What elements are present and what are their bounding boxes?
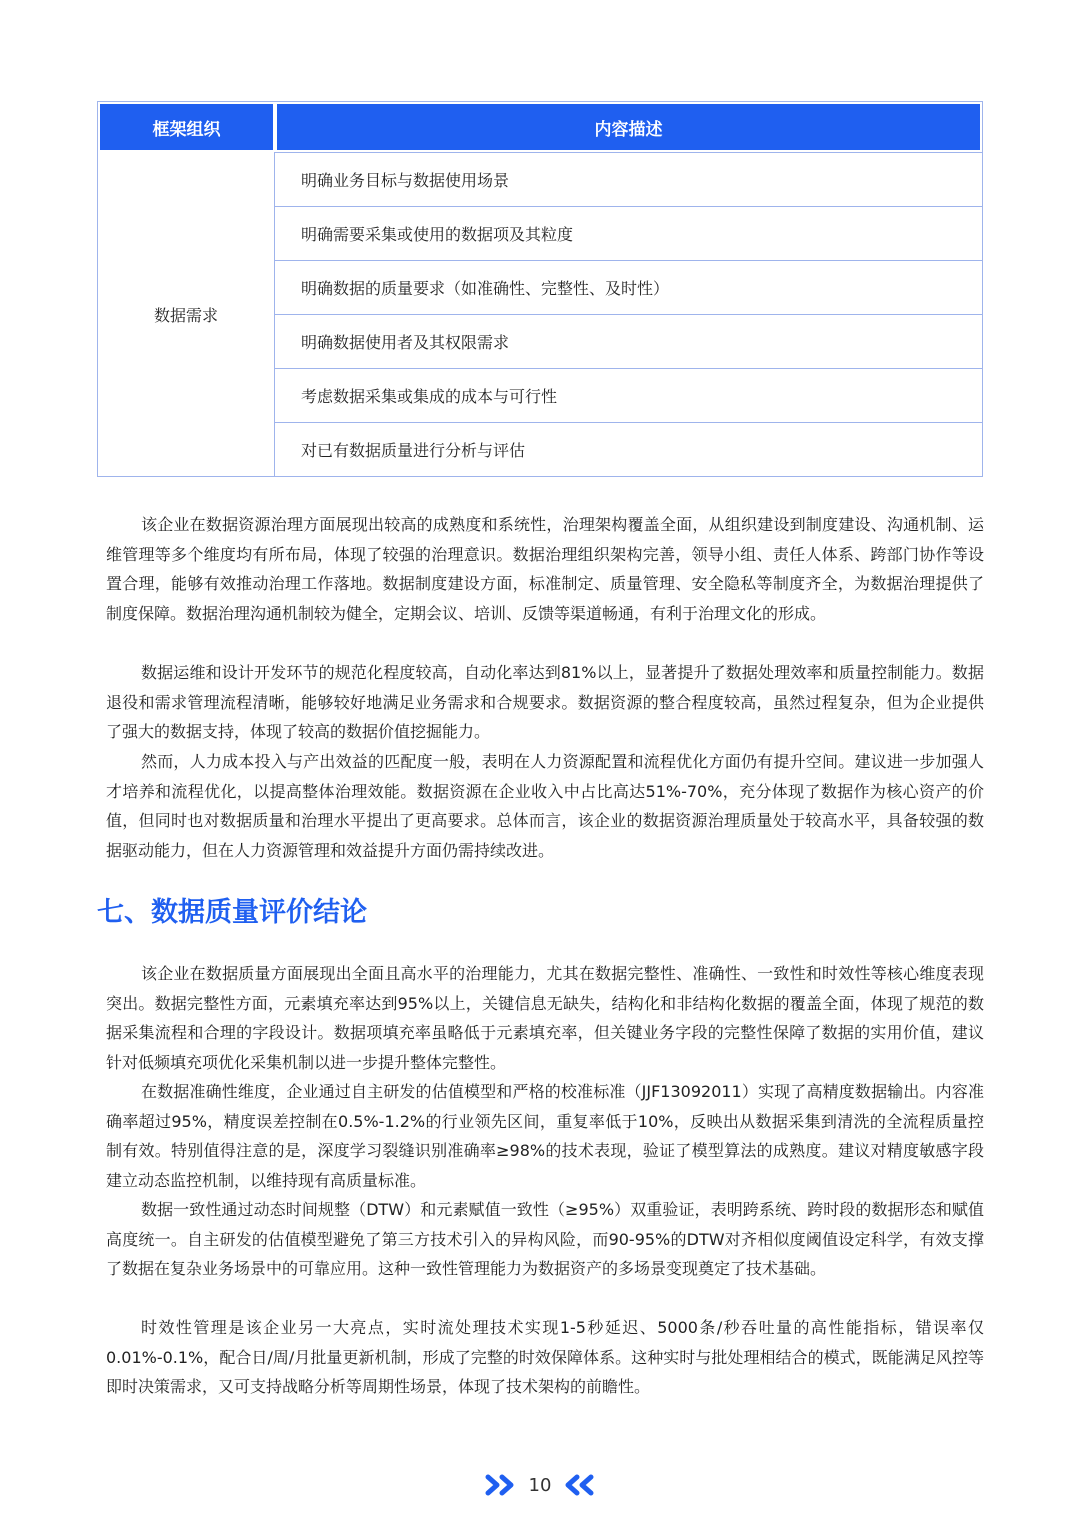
category-cell: 数据需求 (98, 152, 275, 476)
table-row: 明确数据使用者及其权限需求 (275, 314, 982, 368)
paragraph: 数据一致性通过动态时间规整（DTW）和元素赋值一致性（≥95%）双重验证，表明跨系统、跨时段的数据形态和赋值高度统一。自主研发的估值模型避免了第三方技术引入的异构风险，而90-95%的DTW对齐相似度阈值设定科学，有效支撑了数据在复杂业务场景中的可靠应用。这种一致性管理能力为数据资产的多场景变现奠定了技术基础。 (106, 1200, 984, 1278)
requirements-table (97, 101, 983, 477)
table-row: 考虑数据采集或集成的成本与可行性 (275, 368, 982, 422)
double-chevron-left-icon (563, 1474, 595, 1496)
paragraph: 在数据准确性维度，企业通过自主研发的估值模型和严格的校准标准（JJF13092011）实现了高精度数据输出。内容准确率超过95%，精度误差控制在0.5%-1.2%的行业领先区间，重复率低于10%，反映出从数据采集到清洗的全流程质量控制有效。特别值得注意的是，深度学习裂缝识别准确率≥98%的技术表现，验证了模型算法的成熟度。建议对精度敏感字段建立动态监控机制，以维持现有高质量标准。 (106, 1082, 984, 1190)
header-description: 内容描述 (275, 102, 982, 152)
page-number: 10 (528, 1474, 552, 1496)
table-row: 明确业务目标与数据使用场景 (275, 152, 982, 206)
table-row: 明确需要采集或使用的数据项及其粒度 (275, 206, 982, 260)
double-chevron-right-icon (485, 1474, 517, 1496)
section-title: 七、数据质量评价结论 (97, 897, 367, 928)
table-body (98, 152, 982, 476)
table-header (98, 102, 982, 152)
paragraph: 该企业在数据资源治理方面展现出较高的成熟度和系统性，治理架构覆盖全面，从组织建设到制度建设、沟通机制、运维管理等多个维度均有所布局，体现了较强的治理意识。数据治理组织架构完善，领导小组、责任人体系、跨部门协作等设置合理，能够有效推动治理工作落地。数据制度建设方面，标准制定、质量管理、安全隐私等制度齐全，为数据治理提供了制度保障。数据治理沟通机制较为健全，定期会议、培训、反馈等渠道畅通，有利于治理文化的形成。 (106, 515, 984, 623)
paragraph: 时效性管理是该企业另一大亮点，实时流处理技术实现1-5秒延迟、5000条/秒吞吐量的高性能指标，错误率仅0.01%-0.1%，配合日/周/月批量更新机制，形成了完整的时效保障体系。这种实时与批处理相结合的模式，既能满足风控等即时决策需求，又可支持战略分析等周期性场景，体现了技术架构的前瞻性。 (106, 1318, 984, 1396)
paragraph: 然而，人力成本投入与产出效益的匹配度一般，表明在人力资源配置和流程优化方面仍有提升空间。建议进一步加强人才培养和流程优化，以提高整体治理效能。数据资源在企业收入中占比高达51%-70%，充分体现了数据作为核心资产的价值，但同时也对数据质量和治理水平提出了更高要求。总体而言，该企业的数据资源治理质量处于较高水平，具备较强的数据驱动能力，但在人力资源管理和效益提升方面仍需持续改进。 (106, 752, 984, 860)
table-row: 明确数据的质量要求（如准确性、完整性、及时性） (275, 260, 982, 314)
paragraph: 数据运维和设计开发环节的规范化程度较高，自动化率达到81%以上，显著提升了数据处理效率和质量控制能力。数据退役和需求管理流程清晰，能够较好地满足业务需求和合规要求。数据资源的整合程度较高，虽然过程复杂，但为企业提供了强大的数据支持，体现了较高的数据价值挖掘能力。 (106, 663, 984, 741)
page-footer (0, 1468, 1080, 1502)
table-row: 对已有数据质量进行分析与评估 (275, 422, 982, 476)
items-column (275, 152, 982, 476)
paragraph: 该企业在数据质量方面展现出全面且高水平的治理能力，尤其在数据完整性、准确性、一致性和时效性等核心维度表现突出。数据完整性方面，元素填充率达到95%以上，关键信息无缺失，结构化和非结构化数据的覆盖全面，体现了规范的数据采集流程和合理的字段设计。数据项填充率虽略低于元素填充率，但关键业务字段的完整性保障了数据的实用价值，建议针对低频填充项优化采集机制以进一步提升整体完整性。 (106, 964, 984, 1072)
header-framework: 框架组织 (98, 102, 275, 152)
